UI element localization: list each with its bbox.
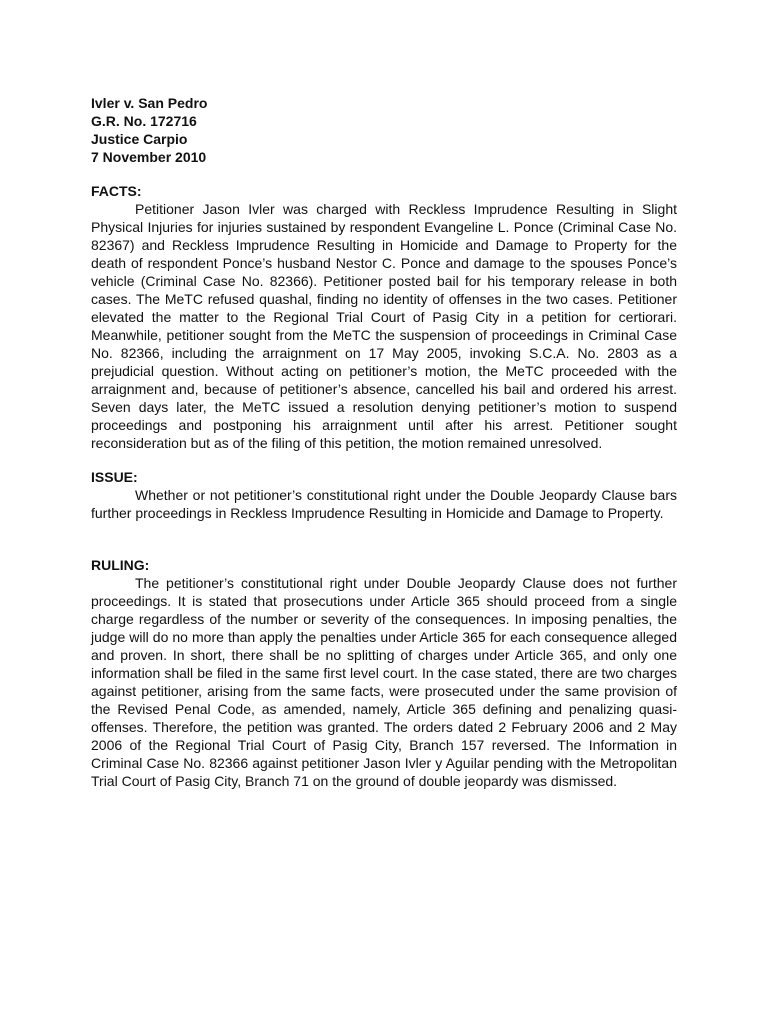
ruling-paragraph: The petitioner’s constitutional right under Double Jeopardy Clause does not further proceedings. It is stated that prosecutions under Article 365 should proceed from a single charge regardless of the number or severity of the consequences. In imposing penalties, the judge will do no more than apply the penalties under Article 365 for each consequence alleged and proven. In short, there shall be no splitting of charges under Article 365, and only one information shall be filed in the same first level court. In the case stated, there are two charges against petitioner, arising from the same facts, were prosecuted under the same provision of the Revised Penal Code, as amended, namely, Article 365 defining and penalizing quasi-offenses. Therefore, the petition was granted. The orders dated 2 February 2006 and 2 May 2006 of the Regional Trial Court of Pasig City, Branch 157 reversed. The Information in Criminal Case No. 82366 against petitioner Jason Ivler y Aguilar pending with the Metropolitan Trial Court of Pasig City, Branch 71 on the ground of double jeopardy was dismissed. <box>91 575 677 789</box>
facts-section <box>91 182 677 452</box>
justice-name: Justice Carpio <box>91 131 188 147</box>
spacer <box>91 522 677 556</box>
case-header <box>91 94 677 166</box>
spacer <box>91 452 677 468</box>
case-title: Ivler v. San Pedro <box>91 95 208 111</box>
facts-heading: FACTS: <box>91 183 142 199</box>
ruling-section <box>91 556 677 790</box>
issue-section <box>91 468 677 522</box>
decision-date: 7 November 2010 <box>91 149 207 165</box>
gr-number: G.R. No. 172716 <box>91 113 197 129</box>
facts-paragraph: Petitioner Jason Ivler was charged with Reckless Imprudence Resulting in Slight Physical Injuries for injuries sustained by respondent Evangeline L. Ponce (Criminal Case No. 82367) and Reckless Imprudence Resulting in Homicide and Damage to Property for the death of respondent Ponce’s husband Nestor C. Ponce and damage to the spouses Ponce’s vehicle (Criminal Case No. 82366). Petitioner posted bail for his temporary release in both cases. The MeTC refused quashal, finding no identity of offenses in the two cases. Petitioner elevated the matter to the Regional Trial Court of Pasig City in a petition for certiorari. Meanwhile, petitioner sought from the MeTC the suspension of proceedings in Criminal Case No. 82366, including the arraignment on 17 May 2005, invoking S.C.A. No. 2803 as a prejudicial question. Without acting on petitioner’s motion, the MeTC proceeded with the arraignment and, because of petitioner’s absence, cancelled his bail and ordered his arrest. Seven days later, the MeTC issued a resolution denying petitioner’s motion to suspend proceedings and postponing his arraignment until after his arrest. Petitioner sought reconsideration but as of the filing of this petition, the motion remained unresolved. <box>91 201 677 451</box>
spacer <box>91 166 677 182</box>
ruling-heading: RULING: <box>91 557 150 573</box>
issue-heading: ISSUE: <box>91 469 138 485</box>
document-page <box>91 94 677 790</box>
issue-paragraph: Whether or not petitioner’s constitutional right under the Double Jeopardy Clause bars further proceedings in Reckless Imprudence Resulting in Homicide and Damage to Property. <box>91 487 677 521</box>
